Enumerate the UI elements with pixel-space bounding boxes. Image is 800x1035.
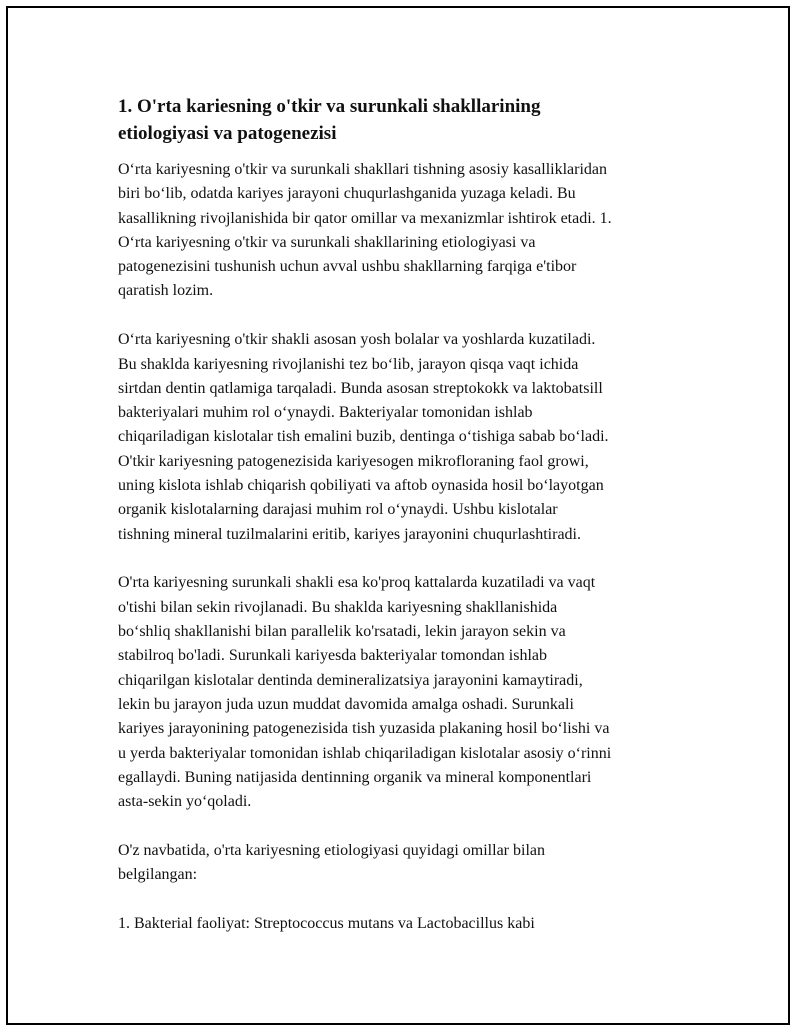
paragraph-chronic-form: O'rta kariyesning surunkali shakli esa ko'proq kattalarda kuzatiladi va vaqt o'tishi bilan sekin rivojlanadi. Bu shaklda kariyesning shakllanishida bo‘shliq shakllanishi bilan parallelik ko'rsatadi, lekin jarayon sekin va stabilroq bo'ladi. Surunkali kariyesda bakteriyalar tomondan ishlab chiqarilgan kislotalar dentinda demineralizatsiya jarayonini kamaytiradi, lekin bu jarayon juda uzun muddat davomida amalga oshadi. Surunkali kariyes jarayonining patogenezisida tish yuzasida plakaning hosil bo‘lishi va u yerda bakteriyalar tomonidan ishlab chiqariladigan kislotalar asosiy o‘rinni egallaydi. Buning natijasida dentinning organik va mineral komponentlari asta-sekin yo‘qoladi. [118,574,612,811]
paragraph-acute-form: O‘rta kariyesning o'tkir shakli asosan yosh bolalar va yoshlarda kuzatiladi. Bu shaklda kariyesning rivojlanishi tez bo‘lib, jarayon qisqa vaqt ichida sirtdan dentin qatlamiga tarqaladi. Bunda asosan streptokokk va laktobatsill bakteriyalari muhim rol o‘ynaydi. Bakteriyalar tomonidan ishlab chiqariladigan kislotalar tish emalini buzib, dentinga o‘tishiga sabab bo‘ladi. O'tkir kariyesning patogenezisida kariyesogen mikrofloraning faol growi, uning kislota ishlab chiqarish qobiliyati va aftob oynasida hosil bo‘layotgan organik kislotalarning darajasi muhim rol o‘ynaydi. Ushbu kislotalar tishning mineral tuzilmalarini eritib, kariyes jarayonini chuqurlashtiradi. [118,331,609,543]
list-item-bacterial-activity: 1. Bakterial faoliyat: Streptococcus mutans va Lactobacillus kabi [118,915,535,933]
document-body [118,93,718,961]
document-title: 1. O'rta kariesning o'tkir va surunkali shakllarining etiologiyasi va patogenezisi [118,96,541,144]
paragraph-etiology-intro: O'z navbatida, o'rta kariyesning etiologiyasi quyidagi omillar bilan belgilangan: [118,841,545,884]
paragraph-introduction: O‘rta kariyesning o'tkir va surunkali shakllari tishning asosiy kasalliklaridan biri bo‘lib, odatda kariyes jarayoni chuqurlashganida yuzaga keladi. Bu kasallikning rivojlanishida bir qator omillar va mexanizmlar ishtirok etadi. 1. O‘rta kariyesning o'tkir va surunkali shakllarining etiologiyasi va patogenezisini tushunish uchun avval ushbu shakllarning farqiga e'tibor qaratish lozim. [118,161,612,300]
